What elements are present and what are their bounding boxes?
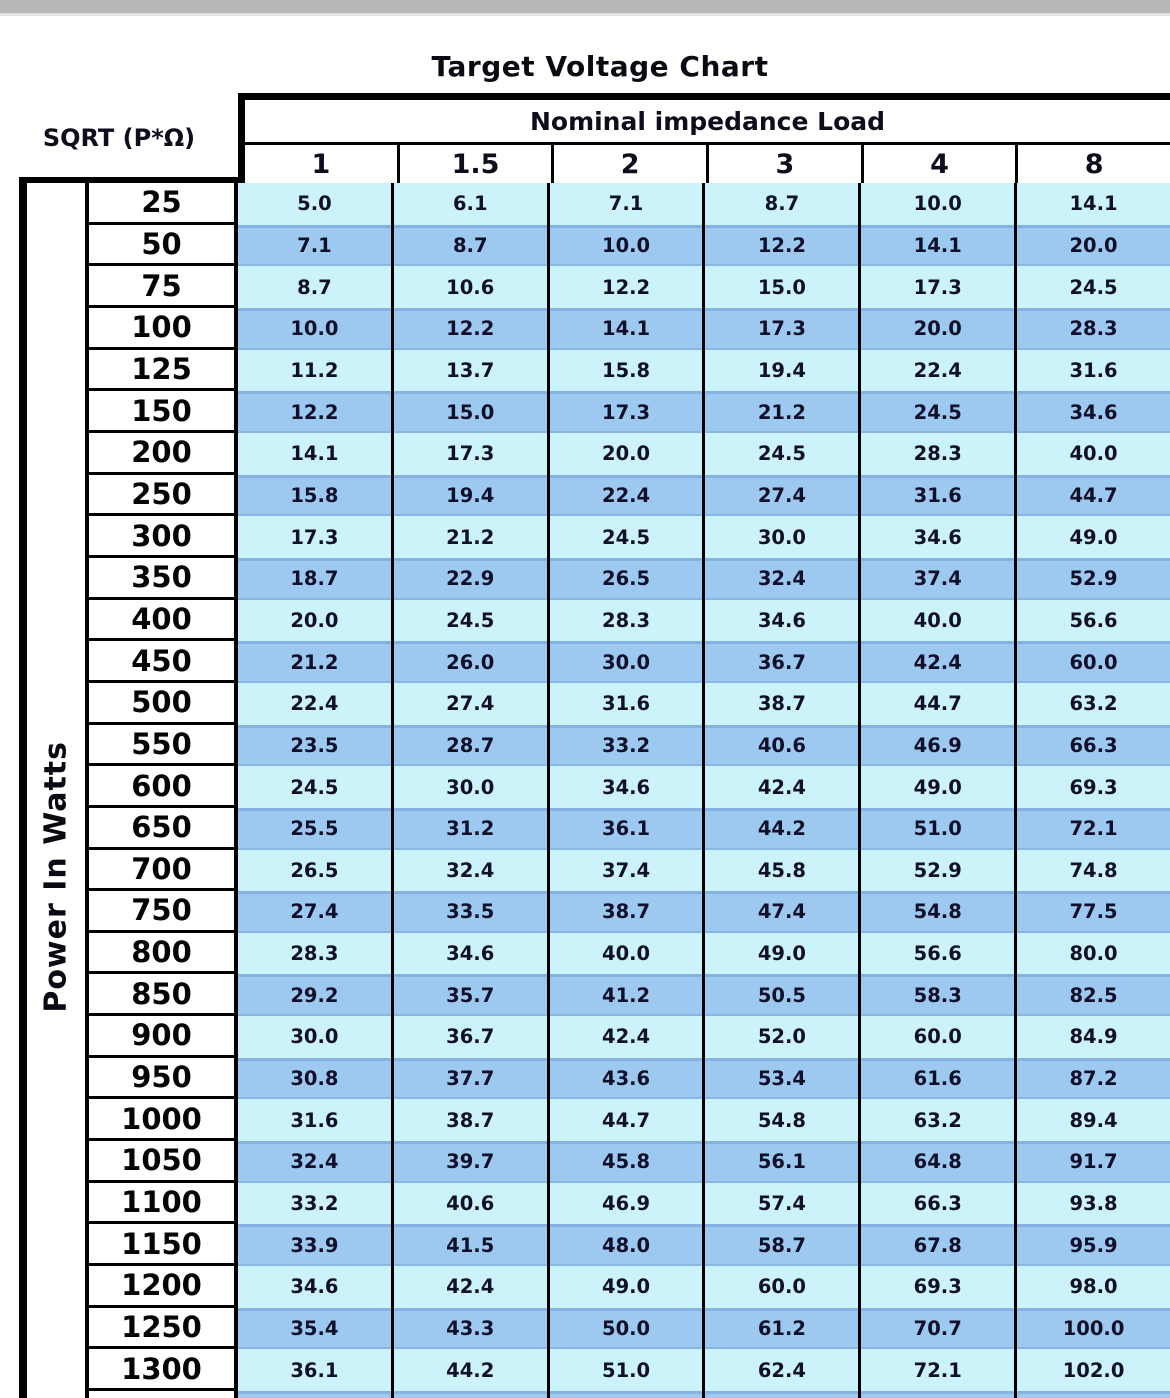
voltage-cell: 60.0 <box>1017 641 1170 683</box>
voltage-cell: 11.2 <box>238 350 394 392</box>
voltage-cell: 10.0 <box>550 225 706 267</box>
table-row <box>89 641 1170 683</box>
table-row-partial <box>89 1391 1170 1398</box>
table-row <box>89 308 1170 350</box>
voltage-cell: 34.6 <box>238 1266 394 1308</box>
voltage-cell: 49.0 <box>1017 516 1170 558</box>
voltage-cell: 35.7 <box>394 974 550 1016</box>
voltage-cell: 8.7 <box>238 266 394 308</box>
voltage-cell: 34.6 <box>394 933 550 975</box>
table-row <box>89 1058 1170 1100</box>
voltage-cell: 89.4 <box>1017 1099 1170 1141</box>
table-row <box>89 850 1170 892</box>
table-row <box>89 933 1170 975</box>
voltage-cell: 15.8 <box>550 350 706 392</box>
voltage-cell: 60.0 <box>705 1266 861 1308</box>
table-row <box>89 266 1170 308</box>
voltage-cell: 41.5 <box>394 1224 550 1266</box>
voltage-cell <box>705 1391 861 1398</box>
voltage-cell: 22.4 <box>550 475 706 517</box>
voltage-cell: 10.0 <box>861 183 1017 225</box>
voltage-cell: 61.6 <box>861 1058 1017 1100</box>
voltage-cell: 70.7 <box>861 1308 1017 1350</box>
voltage-cell: 42.4 <box>550 1016 706 1058</box>
watts-row-header: 1300 <box>89 1349 238 1391</box>
voltage-cell: 36.7 <box>705 641 861 683</box>
voltage-cell: 51.0 <box>861 808 1017 850</box>
table-row <box>89 1224 1170 1266</box>
voltage-cell: 64.8 <box>861 1141 1017 1183</box>
voltage-cell: 45.8 <box>705 850 861 892</box>
voltage-cell: 77.5 <box>1017 891 1170 933</box>
voltage-cell: 40.0 <box>550 933 706 975</box>
table-row <box>89 391 1170 433</box>
voltage-cell: 20.0 <box>861 308 1017 350</box>
impedance-col-header: 1 <box>245 145 400 183</box>
voltage-cell: 66.3 <box>861 1183 1017 1225</box>
voltage-cell: 28.3 <box>550 600 706 642</box>
voltage-cell: 30.8 <box>238 1058 394 1100</box>
voltage-cell: 30.0 <box>705 516 861 558</box>
voltage-cell: 45.8 <box>550 1141 706 1183</box>
table-row <box>89 1099 1170 1141</box>
column-header-block <box>238 93 1170 183</box>
voltage-cell: 46.9 <box>550 1183 706 1225</box>
voltage-cell: 5.0 <box>238 183 394 225</box>
voltage-cell: 60.0 <box>861 1016 1017 1058</box>
voltage-cell: 56.6 <box>861 933 1017 975</box>
voltage-cell: 14.1 <box>238 433 394 475</box>
voltage-cell: 72.1 <box>861 1349 1017 1391</box>
watts-group-label: Power In Watts <box>38 741 74 1013</box>
voltage-cell: 42.4 <box>394 1266 550 1308</box>
voltage-cell: 34.6 <box>705 600 861 642</box>
voltage-cell: 57.4 <box>705 1183 861 1225</box>
voltage-cell: 38.7 <box>705 683 861 725</box>
voltage-cell: 61.2 <box>705 1308 861 1350</box>
voltage-cell: 44.7 <box>861 683 1017 725</box>
voltage-cell: 22.4 <box>238 683 394 725</box>
voltage-cell: 28.3 <box>238 933 394 975</box>
voltage-cell: 12.2 <box>705 225 861 267</box>
voltage-cell: 14.1 <box>861 225 1017 267</box>
voltage-cell: 67.8 <box>861 1224 1017 1266</box>
voltage-table-body <box>89 183 1170 1398</box>
voltage-cell: 38.7 <box>550 891 706 933</box>
voltage-cell: 33.9 <box>238 1224 394 1266</box>
voltage-cell: 84.9 <box>1017 1016 1170 1058</box>
voltage-cell: 33.5 <box>394 891 550 933</box>
voltage-cell: 74.8 <box>1017 850 1170 892</box>
voltage-cell: 52.0 <box>705 1016 861 1058</box>
voltage-cell: 31.6 <box>1017 350 1170 392</box>
table-row <box>89 808 1170 850</box>
voltage-cell: 20.0 <box>238 600 394 642</box>
voltage-cell: 24.5 <box>394 600 550 642</box>
table-row <box>89 600 1170 642</box>
voltage-cell: 22.9 <box>394 558 550 600</box>
voltage-cell: 44.7 <box>1017 475 1170 517</box>
corner-formula-label: SQRT (P*Ω) <box>42 124 196 152</box>
voltage-cell: 20.0 <box>1017 225 1170 267</box>
voltage-cell: 80.0 <box>1017 933 1170 975</box>
voltage-cell: 22.4 <box>861 350 1017 392</box>
watts-group-column <box>19 183 89 1398</box>
voltage-cell: 44.2 <box>394 1349 550 1391</box>
watts-row-header: 150 <box>89 391 238 433</box>
voltage-cell: 49.0 <box>861 766 1017 808</box>
voltage-cell: 15.8 <box>238 475 394 517</box>
voltage-cell: 25.5 <box>238 808 394 850</box>
voltage-cell: 32.4 <box>705 558 861 600</box>
watts-row-header: 25 <box>89 183 238 225</box>
voltage-cell: 23.5 <box>238 725 394 767</box>
impedance-col-header: 1.5 <box>400 145 555 183</box>
table-row <box>89 1183 1170 1225</box>
voltage-cell: 37.4 <box>550 850 706 892</box>
table-row <box>89 516 1170 558</box>
voltage-cell: 26.0 <box>394 641 550 683</box>
voltage-cell: 32.4 <box>238 1141 394 1183</box>
voltage-cell: 10.6 <box>394 266 550 308</box>
voltage-cell: 13.7 <box>394 350 550 392</box>
voltage-cell: 8.7 <box>394 225 550 267</box>
voltage-cell: 20.0 <box>550 433 706 475</box>
table-row <box>89 183 1170 225</box>
voltage-cell: 69.3 <box>861 1266 1017 1308</box>
voltage-cell: 51.0 <box>550 1349 706 1391</box>
table-row <box>89 433 1170 475</box>
watts-row-header: 1250 <box>89 1308 238 1350</box>
voltage-cell: 38.7 <box>394 1099 550 1141</box>
voltage-cell: 31.6 <box>238 1099 394 1141</box>
table-row <box>89 974 1170 1016</box>
voltage-cell: 49.0 <box>705 933 861 975</box>
voltage-cell: 100.0 <box>1017 1308 1170 1350</box>
table-row <box>89 1266 1170 1308</box>
watts-row-header: 1150 <box>89 1224 238 1266</box>
watts-row-header: 300 <box>89 516 238 558</box>
voltage-cell: 56.6 <box>1017 600 1170 642</box>
voltage-cell: 54.8 <box>861 891 1017 933</box>
voltage-cell: 12.2 <box>550 266 706 308</box>
watts-row-header: 200 <box>89 433 238 475</box>
voltage-cell: 63.2 <box>1017 683 1170 725</box>
voltage-cell: 40.6 <box>394 1183 550 1225</box>
voltage-cell: 24.5 <box>705 433 861 475</box>
watts-row-header: 1000 <box>89 1099 238 1141</box>
impedance-header-row <box>245 145 1170 183</box>
table-row <box>89 766 1170 808</box>
voltage-cell: 48.0 <box>550 1224 706 1266</box>
voltage-cell: 8.7 <box>705 183 861 225</box>
watts-row-header: 750 <box>89 891 238 933</box>
voltage-cell: 102.0 <box>1017 1349 1170 1391</box>
voltage-cell: 43.3 <box>394 1308 550 1350</box>
watts-row-header: 800 <box>89 933 238 975</box>
voltage-cell: 42.4 <box>705 766 861 808</box>
voltage-cell: 34.6 <box>1017 391 1170 433</box>
voltage-cell: 42.4 <box>861 641 1017 683</box>
watts-row-header: 450 <box>89 641 238 683</box>
watts-row-header: 350 <box>89 558 238 600</box>
voltage-cell: 33.2 <box>550 725 706 767</box>
voltage-cell: 27.4 <box>705 475 861 517</box>
voltage-cell: 26.5 <box>550 558 706 600</box>
impedance-group-header: Nominal impedance Load <box>245 100 1170 145</box>
voltage-cell: 30.0 <box>394 766 550 808</box>
voltage-cell: 69.3 <box>1017 766 1170 808</box>
voltage-cell: 31.6 <box>861 475 1017 517</box>
voltage-cell: 28.3 <box>1017 308 1170 350</box>
voltage-cell: 34.6 <box>550 766 706 808</box>
voltage-cell: 24.5 <box>1017 266 1170 308</box>
voltage-cell: 47.4 <box>705 891 861 933</box>
watts-row-header <box>89 1391 238 1398</box>
voltage-cell: 12.2 <box>238 391 394 433</box>
voltage-cell <box>238 1391 394 1398</box>
voltage-cell: 34.6 <box>861 516 1017 558</box>
voltage-cell: 58.7 <box>705 1224 861 1266</box>
voltage-cell: 27.4 <box>394 683 550 725</box>
voltage-cell: 32.4 <box>394 850 550 892</box>
voltage-cell: 17.3 <box>861 266 1017 308</box>
voltage-cell: 37.7 <box>394 1058 550 1100</box>
watts-row-header: 600 <box>89 766 238 808</box>
voltage-cell: 18.7 <box>238 558 394 600</box>
voltage-cell: 40.0 <box>1017 433 1170 475</box>
voltage-cell: 10.0 <box>238 308 394 350</box>
voltage-cell: 15.0 <box>705 266 861 308</box>
voltage-cell: 24.5 <box>238 766 394 808</box>
voltage-cell: 26.5 <box>238 850 394 892</box>
voltage-cell: 7.1 <box>550 183 706 225</box>
voltage-cell: 21.2 <box>705 391 861 433</box>
voltage-cell: 91.7 <box>1017 1141 1170 1183</box>
voltage-cell: 27.4 <box>238 891 394 933</box>
voltage-cell: 30.0 <box>550 641 706 683</box>
voltage-cell: 17.3 <box>394 433 550 475</box>
table-row <box>89 558 1170 600</box>
watts-row-header: 500 <box>89 683 238 725</box>
voltage-cell: 33.2 <box>238 1183 394 1225</box>
voltage-cell: 50.0 <box>550 1308 706 1350</box>
voltage-cell: 17.3 <box>705 308 861 350</box>
watts-row-header: 100 <box>89 308 238 350</box>
voltage-cell: 52.9 <box>1017 558 1170 600</box>
table-row <box>89 225 1170 267</box>
voltage-cell <box>394 1391 550 1398</box>
impedance-col-header: 8 <box>1084 148 1104 180</box>
voltage-cell: 54.8 <box>705 1099 861 1141</box>
table-row <box>89 683 1170 725</box>
voltage-cell: 53.4 <box>705 1058 861 1100</box>
voltage-cell: 93.8 <box>1017 1183 1170 1225</box>
table-row <box>89 350 1170 392</box>
voltage-cell: 52.9 <box>861 850 1017 892</box>
voltage-cell: 28.7 <box>394 725 550 767</box>
watts-row-header: 125 <box>89 350 238 392</box>
table-row <box>89 1349 1170 1391</box>
voltage-cell: 46.9 <box>861 725 1017 767</box>
table-row <box>89 1016 1170 1058</box>
voltage-cell: 14.1 <box>550 308 706 350</box>
voltage-cell: 29.2 <box>238 974 394 1016</box>
voltage-cell: 43.6 <box>550 1058 706 1100</box>
watts-row-header: 650 <box>89 808 238 850</box>
watts-row-header: 1200 <box>89 1266 238 1308</box>
voltage-cell: 44.7 <box>550 1099 706 1141</box>
voltage-cell: 19.4 <box>705 350 861 392</box>
voltage-cell: 66.3 <box>1017 725 1170 767</box>
voltage-cell <box>861 1391 1017 1398</box>
voltage-cell: 41.2 <box>550 974 706 1016</box>
watts-row-header: 950 <box>89 1058 238 1100</box>
table-row <box>89 1141 1170 1183</box>
voltage-cell: 98.0 <box>1017 1266 1170 1308</box>
voltage-cell: 14.1 <box>1017 183 1170 225</box>
voltage-cell: 31.2 <box>394 808 550 850</box>
voltage-cell: 17.3 <box>238 516 394 558</box>
voltage-cell: 21.2 <box>238 641 394 683</box>
voltage-cell: 15.0 <box>394 391 550 433</box>
voltage-cell: 44.2 <box>705 808 861 850</box>
watts-row-header: 75 <box>89 266 238 308</box>
voltage-cell: 31.6 <box>550 683 706 725</box>
voltage-cell: 7.1 <box>238 225 394 267</box>
voltage-cell: 19.4 <box>394 475 550 517</box>
watts-row-header: 900 <box>89 1016 238 1058</box>
voltage-cell: 17.3 <box>550 391 706 433</box>
voltage-cell: 63.2 <box>861 1099 1017 1141</box>
voltage-cell: 39.7 <box>394 1141 550 1183</box>
voltage-cell: 56.1 <box>705 1141 861 1183</box>
watts-row-header: 400 <box>89 600 238 642</box>
voltage-cell: 24.5 <box>550 516 706 558</box>
voltage-cell: 95.9 <box>1017 1224 1170 1266</box>
voltage-cell: 58.3 <box>861 974 1017 1016</box>
voltage-cell: 87.2 <box>1017 1058 1170 1100</box>
voltage-cell: 36.1 <box>238 1349 394 1391</box>
table-row <box>89 725 1170 767</box>
watts-row-header: 1050 <box>89 1141 238 1183</box>
watts-row-header: 550 <box>89 725 238 767</box>
voltage-cell: 49.0 <box>550 1266 706 1308</box>
voltage-cell: 24.5 <box>861 391 1017 433</box>
voltage-cell: 21.2 <box>394 516 550 558</box>
voltage-cell: 36.7 <box>394 1016 550 1058</box>
impedance-col-header: 2 <box>554 145 709 183</box>
voltage-cell: 62.4 <box>705 1349 861 1391</box>
watts-row-header: 1100 <box>89 1183 238 1225</box>
watts-row-header: 50 <box>89 225 238 267</box>
table-row <box>89 891 1170 933</box>
watts-row-header: 850 <box>89 974 238 1016</box>
voltage-cell: 40.6 <box>705 725 861 767</box>
page-title: Target Voltage Chart <box>431 50 769 83</box>
voltage-cell: 37.4 <box>861 558 1017 600</box>
table-row <box>89 1308 1170 1350</box>
voltage-cell: 6.1 <box>394 183 550 225</box>
watts-row-header: 700 <box>89 850 238 892</box>
voltage-cell <box>550 1391 706 1398</box>
impedance-col-header: 3 <box>709 145 864 183</box>
impedance-col-header: 4 <box>864 145 1019 183</box>
voltage-cell: 28.3 <box>861 433 1017 475</box>
voltage-cell <box>1017 1391 1170 1398</box>
voltage-cell: 40.0 <box>861 600 1017 642</box>
voltage-cell: 12.2 <box>394 308 550 350</box>
voltage-cell: 30.0 <box>238 1016 394 1058</box>
voltage-cell: 36.1 <box>550 808 706 850</box>
voltage-cell: 50.5 <box>705 974 861 1016</box>
voltage-cell: 82.5 <box>1017 974 1170 1016</box>
window-top-bar <box>0 0 1170 16</box>
watts-row-header: 250 <box>89 475 238 517</box>
voltage-cell: 72.1 <box>1017 808 1170 850</box>
table-row <box>89 475 1170 517</box>
voltage-cell: 35.4 <box>238 1308 394 1350</box>
